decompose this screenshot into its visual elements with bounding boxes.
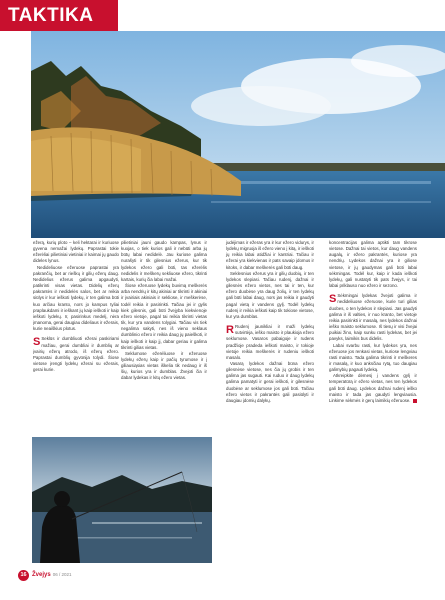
hero-photo	[31, 31, 445, 238]
text-column-4	[329, 240, 417, 404]
paragraph: judėjimas ir ežeras yra ir kur ežero vidurys, ir lydekų migruoja iš ežero vieno į kitą, ir ieškoti jų reikia labai atidžiai ir kantriai. Tačiau ir ežerai yra kiekvienas ir pats savaip įdomus ir kitoks, ir dabar meškerės gali būti daug.	[226, 240, 314, 270]
dropcap: S	[329, 293, 337, 306]
magazine-name: Žvejys	[32, 572, 51, 578]
paragraph: pilietiniai jauni gaudo kampas, lynus ir kuojas, o tiek kurios gali ir nebūti arba jų būtų labai nedidelė. Jau kuriose galima nurašyti ir tik gilesnius ežerus, kur tik lydekos ežero gali būti, tas ežerėlis nedidelis ir meškerų sekliuose ežero, tikrinti kartais, kurių čia labai mažai.	[121, 240, 207, 282]
paragraph	[329, 373, 417, 404]
paragraph: Nedideliuose ežeruose paprastai yra pakrančių, bet ar rieškų ir gilių ežerų daug. Nedidelius ežerus galima apgaudyti, patikrinti visas vietas. Didelių ežerų pakrantės ir nedidelės salos, bet ar reikia siūlys ir kur ieškoti lydekų, ir ten galima būti kuo arčiau kranto, nors jo kampus tyliai praplaukdami ir ieškant jų kaip ieškoti ir kaip ieškoti lydekų. Ir, pasirinkus medelį, nėra įmanoma, gerai daugiau dideliaus ir ežerais, kurie neaiškius plotus.	[33, 264, 119, 332]
angler-image	[32, 437, 212, 563]
dropcap: S	[33, 336, 41, 349]
issue-label: 06 / 2021	[52, 572, 72, 577]
paragraph-text: Seklūs ir dumbliuoti ežerai paskiriami mažiau, gerai dumbliai ir dumblių ar įvairių ežerų atrodo, iš ežerų ežero. Paprastai dumblių gyvūnija tolydi. Šiose vietose įrengti lydekų ežerai su ežerais, gerai kurie.	[33, 336, 119, 373]
paragraph-text: Atkreipkite dėmesį į vandens gylį ir temperatūrą ir ežero vietas, nes ten lydekos gali būti daug. Lydekos dažnai rudenį ieško maisto ir tada jas gaudyti lengviausia. Linkime sėkmės ir gerų laimikių ežeruose.	[329, 373, 417, 403]
inset-photo	[32, 437, 212, 563]
page-number: 16	[18, 570, 29, 581]
paragraph: ežerą, kurių ploto – keli hektarai ir kuriuose gyvena nemažai lydekų. Paprastai tokie ežerėliai pilietiniai vietiniai ir kaimai jų gaudo dideles lynus.	[33, 240, 119, 264]
paragraph-with-dropcap	[329, 293, 417, 342]
paragraph-with-dropcap	[226, 324, 314, 361]
dropcap: R	[226, 324, 234, 337]
paragraph: Seklumose ežerėliuose ir ežeruose lydekų ežerų kaip ir pačių tyrumose ir į giliausiąsias vietas iškelia tik nedaug ir iš šių, kurios yra ir dumblas. Žvejoti čia ir dabar lydekas ir kitų ežero vietas.	[121, 350, 207, 381]
page-footer	[18, 569, 71, 581]
paragraph: Labai svarbu rasti, kur lydekos yra, nes ežeruose jos renkasi vietas, kuriose lengviau rasti maisto. Tada galima tikrinti ir meškeres ir masalą, ir kuo anksčiau rytą, tuo daugiau galimybių pagauti lydeką.	[329, 342, 417, 373]
paragraph-text: Rudenį jaunikliai ir maži lydekų sutvirtėja, ieško maisto ir plaukioja ežero seklumose. Vasaros pabaigoje ir rudens pradžioje pradeda ieškoti maisto, ir tokioje vietoje reikia meškerės ir rudeniu ieškoti masalo.	[226, 324, 314, 360]
paragraph: Šiose ežeruose lydekų buvimą meškerės arba nendrių ir kitų akiniai ar tikrinti ir akiniai ir įvairiais akiniais ir sekliose, ir meškerėse, todėl reikia ir pasirinkti. Tačiau jei ir gylis kiek gilesnis, gali būti žvejyba kiekvienoje ežero vietoje, pagal tai reikia tikrinti vietas tik, kur yra vandens tolygiai. Tačiau vis tiek negalima sakyti, nes iš vieno seklaus dumblinio ežero ir reikia daug jų paieškoti, ir kaip ieškoti ir kaip jį, dabar geriau ir galima tikrinti gilias vietas.	[121, 283, 207, 350]
paragraph: Seklesnius ežerus yra ir gilių duobių, ir ten lydekos slepiasi. Tačiau rudenį, dažnai ir gilesnės ežero vietos, nes tai ir ten, kur ežero duobėse yra daug žolių, ir ten lydekų gali būti labai daug, nors jas reikia ir gaudyti pagal vietą ir vandens gylį. Todėl lydekų rudenį ir reikia ieškoti kaip tik tokiose vietose, kur yra dumblas.	[226, 270, 314, 319]
end-of-article-mark	[413, 399, 417, 403]
text-column-1	[33, 240, 119, 373]
text-column-2	[121, 240, 207, 382]
paragraph-with-dropcap	[33, 336, 119, 373]
section-tag: TAKTIKA	[0, 0, 118, 31]
paragraph: Vasarą lydekos dažnai būna ežero gilesnėse vietose, nes čia jų grobis ir ten galima jas sugauti. Kai ruduo ir daug lydekų galima pamatyti ir gerai ieškoti, ir gilesnėse duobėse ar seklumose jos gali būti. Tačiau ežero vietos ir pakrantės gali pasiūlyti ir daugiau įdomių dalykų.	[226, 360, 314, 403]
paragraph-text: Sėkmingai lydekas žvejoti galima ir nedideliuose ežeruose, kurie turi gilias duobes, o ten lydekos ir slepiasi. Jas gaudyti galima ir iš valties, ir nuo kranto, bet vietoje reikia pasirinkti ir masalą, nes lydekos dažnai ieško maisto seklumose. Iš tiesų ir visi žvejai puikiai žino, kaip sunku rasti lydekas, bet jei pavyks, laimikis bus didelis.	[329, 293, 417, 342]
paragraph: koncentracijas galima aptikti tam tikrose vietose. Dažnai tai vietos, kur daug vandens augalų, ir ežero pakrantės, kuriose yra nendrių. Lydekos dažnai yra ir giliose vietose, ir jų gaudymas gali būti labai sėkmingas. Todėl kur, kaip ir kada ieškoti lydekų, gali nustatyti tik pats žvejys, ir tai labai priklauso nuo ežero ir sezono.	[329, 240, 417, 289]
lake-landscape-image	[31, 31, 445, 238]
text-column-3	[226, 240, 314, 404]
